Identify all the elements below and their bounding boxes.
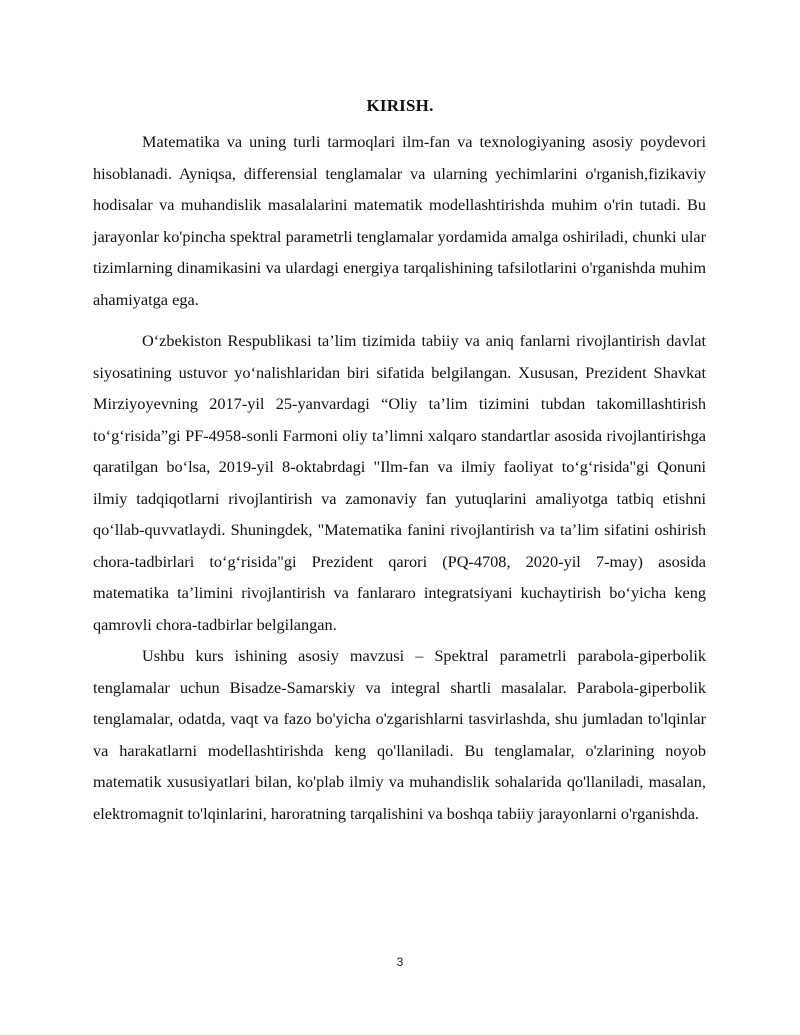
paragraph-intro: Matematika va uning turli tarmoqlari ilm-fan va texnologiyaning asosiy poydevori hisoblanadi. Ayniqsa, differensial tenglamalar va ularning yechimlarini o'rganish,fizikaviy hodisalar va muhandislik masalalarini matematik modellashtirishda muhim o'rin tutadi. Bu jarayonlar ko'pincha spektral parametrli tenglamalar yordamida amalga oshiriladi, chunki ular tizimlarning dinamikasini va ulardagi energiya tarqalishining tafsilotlarini o'rganishda muhim ahamiyatga ega. <box>93 132 706 309</box>
paragraph-topic: Ushbu kurs ishining asosiy mavzusi – Spektral parametrli parabola-giperbolik tenglamalar uchun Bisadze-Samarskiy va integral shartli masalalar. Parabola-giperbolik tenglamalar, odatda, vaqt va fazo bo'yicha o'zgarishlarni tasvirlashda, shu jumladan to'lqinlar va harakatlarni modellashtirishda keng qo'llaniladi. Bu tenglamalar, o'zlarining noyob matematik xususiyatlari bilan, ko'plab ilmiy va muhandislik sohalarida qo'llaniladi, masalan, elektromagnit to'lqinlarini, haroratning tarqalishini va boshqa tabiiy jarayonlarni o'rganishda. <box>93 646 706 823</box>
paragraph-policy: O‘zbekiston Respublikasi ta’lim tizimida tabiiy va aniq fanlarni rivojlantirish davlat siyosatining ustuvor yo‘nalishlaridan biri sifatida belgilangan. Xususan, Prezident Shavkat Mirziyoyevning 2017-yil 25-yanvardagi “Oliy ta’lim tizimini tubdan takomillashtirish to‘g‘risida”gi PF-4958-sonli Farmoni oliy ta’limni xalqaro standartlar asosida rivojlantirishga qaratilgan bo‘lsa, 2019-yil 8-oktabrdagi "Ilm-fan va ilmiy faoliyat to‘g‘risida"gi Qonuni ilmiy tadqiqotlarni rivojlantirish va zamonaviy fan yutuqlarini amaliyotga tatbiq etishni qo‘llab-quvvatlaydi. Shuningdek, "Matematika fanini rivojlantirish va ta’lim sifatini oshirish chora-tadbirlari to‘g‘risida"gi Prezident qarori (PQ-4708, 2020-yil 7-may) asosida matematika ta’limini rivojlantirish va fanlararo integratsiyani kuchaytirish bo‘yicha keng qamrovli chora-tadbirlar belgilangan. <box>93 331 706 634</box>
section-title: KIRISH. <box>366 96 434 115</box>
page-number: 3 <box>396 955 404 969</box>
body-text <box>93 126 706 829</box>
